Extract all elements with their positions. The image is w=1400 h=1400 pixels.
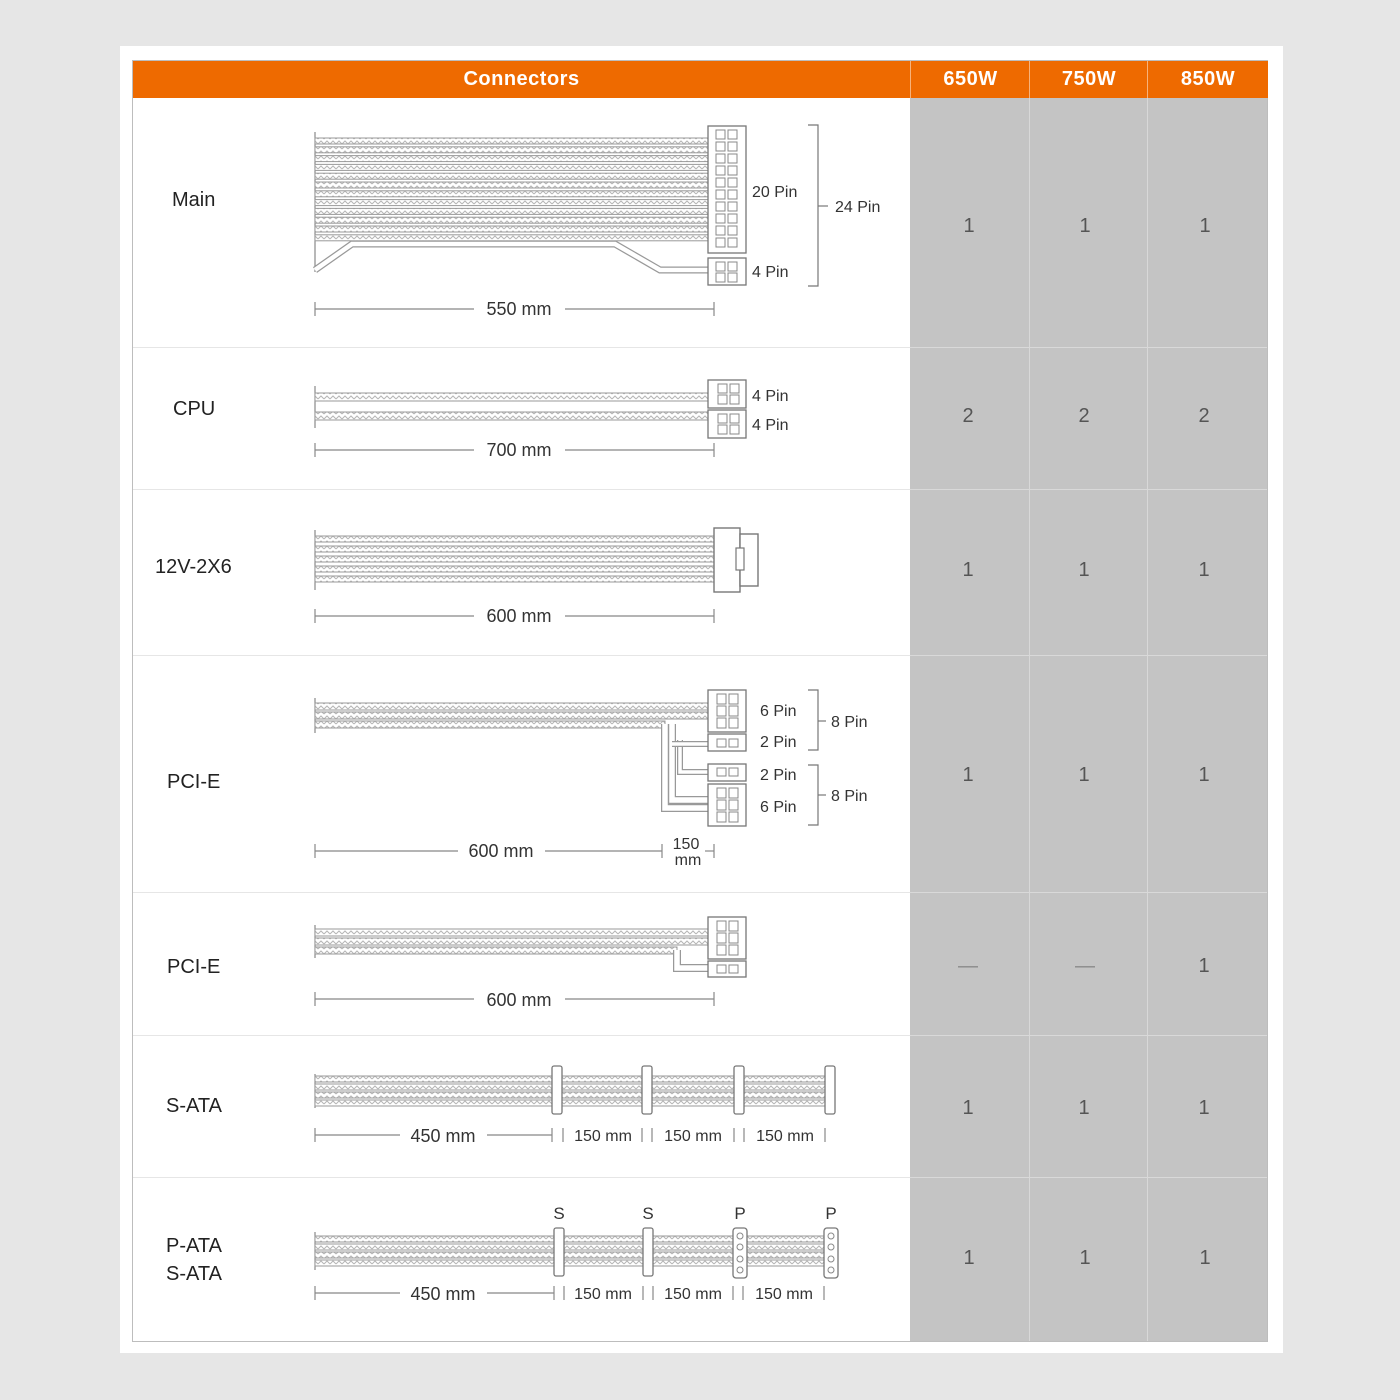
count-cpu-650w: 2 (962, 405, 974, 427)
pcie-branch-length-top: 150 (672, 836, 700, 853)
pcie-callout-8pin-a: 8 Pin (831, 714, 868, 731)
wire (315, 536, 714, 542)
main-4pin-connector (708, 258, 746, 285)
plug-letter-2: S (642, 1204, 654, 1223)
main-cable-diagram (315, 125, 880, 319)
wire (315, 1236, 835, 1242)
pcie-callout-6pin-a: 6 Pin (760, 703, 797, 720)
main-length-label: 550 mm (486, 299, 552, 319)
count-pcie-850w: 1 (1198, 764, 1210, 786)
pcie-single-2pin (708, 961, 746, 977)
pcie-2pin-b (708, 764, 746, 781)
cpu-callout-b: 4 Pin (752, 417, 789, 434)
pcie-branch-length-bottom: mm (674, 852, 702, 869)
count-pata-650w: 1 (963, 1247, 975, 1269)
wire (315, 1244, 835, 1250)
wire (315, 164, 708, 170)
wire (315, 1260, 835, 1266)
header-connectors: Connectors (133, 61, 910, 98)
count-pcie-750w: 1 (1078, 764, 1090, 786)
count-12v-750w: 1 (1078, 559, 1090, 581)
plug-letter-4: P (825, 1204, 837, 1223)
header-850w: 850W (1147, 61, 1268, 98)
main-20pin-connector (708, 126, 746, 253)
main-callout-4pin: 4 Pin (752, 264, 789, 281)
12v-length-label: 600 mm (486, 606, 552, 626)
wire (315, 226, 708, 232)
count-12v-850w: 1 (1198, 559, 1210, 581)
wire (315, 546, 714, 552)
count-main-650w: 1 (963, 215, 975, 237)
sata-segment-2: 150 mm (664, 1128, 722, 1145)
row-label-pcie-2: PCI-E (167, 956, 221, 978)
row-label-sata: S-ATA (166, 1095, 222, 1117)
count-sata-650w: 1 (962, 1097, 974, 1119)
sata-segment-3: 150 mm (756, 1128, 814, 1145)
pata-sata-cable-diagram (315, 1204, 838, 1304)
wire (315, 235, 708, 241)
wire (315, 208, 708, 214)
main-callout-20pin: 20 Pin (752, 184, 798, 201)
cpu-length-label: 700 mm (486, 440, 552, 460)
sata-length-label: 450 mm (410, 1126, 476, 1146)
header-650w: 650W (910, 61, 1030, 98)
row-label-main: Main (172, 189, 216, 211)
count-pata-750w: 1 (1079, 1247, 1091, 1269)
count-pcie2-750w: — (1075, 955, 1095, 977)
sata-plug (734, 1066, 744, 1114)
count-cpu-750w: 2 (1078, 405, 1090, 427)
count-main-750w: 1 (1079, 215, 1091, 237)
pcie-length-label: 600 mm (468, 841, 534, 861)
row-label-pata: P-ATA (166, 1235, 222, 1257)
plug-letter-3: P (734, 1204, 746, 1223)
sata-cable-diagram (315, 1066, 835, 1146)
pcie-single-length-label: 600 mm (486, 990, 552, 1010)
pcie-callout-2pin-a: 2 Pin (760, 734, 797, 751)
pata-length-label: 450 mm (410, 1284, 476, 1304)
count-sata-750w: 1 (1078, 1097, 1090, 1119)
wire (315, 217, 708, 223)
pcie-2pin-a (708, 734, 746, 751)
sata-plug (642, 1066, 652, 1114)
wire (315, 147, 708, 153)
count-main-850w: 1 (1199, 215, 1211, 237)
pcie-6pin-b (708, 784, 746, 826)
pcie-callout-8pin-b: 8 Pin (831, 788, 868, 805)
wire (315, 1084, 833, 1090)
pcie-6pin-a (708, 690, 746, 732)
wire (315, 182, 708, 188)
main-callout-24pin: 24 Pin (835, 199, 881, 216)
wire (315, 156, 708, 162)
sata-plug (552, 1066, 562, 1114)
row-label-cpu: CPU (173, 398, 216, 420)
count-sata-850w: 1 (1198, 1097, 1210, 1119)
12v-2x6-cable-diagram (315, 528, 758, 626)
row-label-sata-2: S-ATA (166, 1263, 222, 1285)
cpu-cable-diagram (315, 380, 788, 460)
wire (315, 576, 714, 582)
row-label-pcie: PCI-E (167, 771, 221, 793)
pcie-callout-6pin-b: 6 Pin (760, 799, 797, 816)
wire (315, 1100, 833, 1106)
wire (315, 1252, 835, 1258)
cpu-callout-a: 4 Pin (752, 388, 789, 405)
pcie-cable-diagram (315, 690, 867, 869)
sata-plug (643, 1228, 653, 1276)
pcie-single-cable-diagram (315, 917, 746, 1010)
wire (315, 191, 708, 197)
count-pcie2-850w: 1 (1198, 955, 1210, 977)
count-pcie-650w: 1 (962, 764, 974, 786)
sata-plug (825, 1066, 835, 1114)
row-label-12v-2x6: 12V-2X6 (155, 556, 232, 578)
count-cpu-850w: 2 (1198, 405, 1210, 427)
pata-segment-3: 150 mm (755, 1286, 813, 1303)
wire (315, 1092, 833, 1098)
wire (315, 556, 714, 562)
wire (315, 566, 714, 572)
count-12v-650w: 1 (962, 559, 974, 581)
plug-letter-1: S (553, 1204, 565, 1223)
wire (315, 1076, 833, 1082)
sata-segment-1: 150 mm (574, 1128, 632, 1145)
pata-segment-1: 150 mm (574, 1286, 632, 1303)
wire (315, 138, 708, 144)
count-pcie2-650w: — (958, 955, 978, 977)
sata-plug (554, 1228, 564, 1276)
wire (315, 200, 708, 206)
pcie-single-6pin (708, 917, 746, 959)
header-750w: 750W (1029, 61, 1148, 98)
main-wire-bundle (315, 138, 708, 241)
count-pata-850w: 1 (1199, 1247, 1211, 1269)
pcie-callout-2pin-b: 2 Pin (760, 767, 797, 784)
pata-segment-2: 150 mm (664, 1286, 722, 1303)
wire (315, 173, 708, 179)
